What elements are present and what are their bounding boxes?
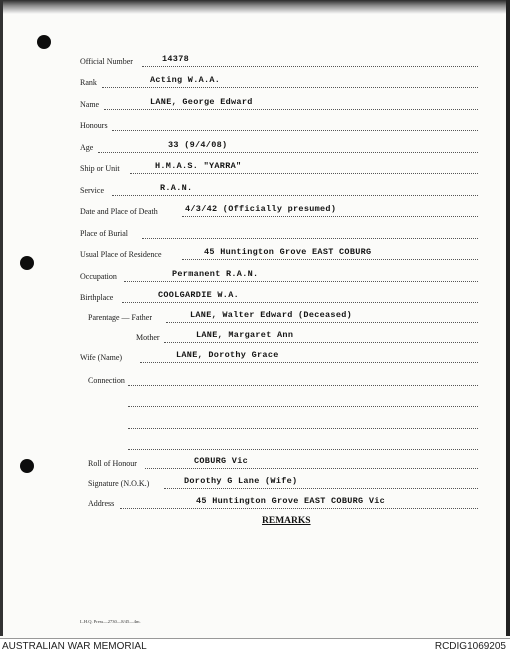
field-usual-place-of-residence (0, 247, 510, 263)
field-value: 4/3/42 (Officially presumed) (185, 204, 337, 214)
connection-line-3 (0, 416, 510, 432)
field-value: COBURG Vic (194, 456, 249, 466)
field-birthplace (0, 290, 510, 306)
field-label: Mother (136, 333, 160, 342)
field-value: LANE, Walter Edward (Deceased) (190, 310, 353, 320)
dotted-line (128, 428, 478, 429)
dotted-line (128, 449, 478, 450)
field-occupation (0, 269, 510, 285)
connection-line-2 (0, 394, 510, 410)
field-label: Rank (80, 78, 97, 87)
field-value: LANE, Dorothy Grace (176, 350, 279, 360)
dotted-line (112, 130, 478, 131)
field-value: H.M.A.S. "YARRA" (155, 161, 242, 171)
field-label: Wife (Name) (80, 353, 123, 362)
field-honours (0, 118, 510, 134)
dotted-line (120, 508, 478, 509)
field-label: Roll of Honour (88, 459, 137, 468)
dotted-line (128, 406, 478, 407)
field-value: COOLGARDIE W.A. (158, 290, 240, 300)
field-ship-or-unit (0, 161, 510, 177)
connection-line-4 (0, 437, 510, 453)
field-value: 33 (9/4/08) (168, 140, 228, 150)
dotted-line (122, 302, 478, 303)
field-age (0, 140, 510, 156)
field-label: Date and Place of Death (80, 207, 158, 216)
field-label: Address (88, 499, 115, 508)
field-label: Signature (N.O.K.) (88, 479, 150, 488)
field-value: 14378 (162, 54, 190, 64)
dotted-line (142, 238, 478, 239)
field-label: Name (80, 100, 100, 109)
scan-edge-top (0, 0, 510, 14)
field-value: 45 Huntington Grove EAST COBURG Vic (196, 496, 386, 506)
dotted-line (182, 216, 478, 217)
field-name (0, 97, 510, 113)
field-label: Official Number (80, 57, 133, 66)
dotted-line (140, 362, 478, 363)
dotted-line (112, 195, 478, 196)
dotted-line (124, 281, 478, 282)
field-roll-of-honour (0, 456, 510, 472)
field-rank (0, 75, 510, 91)
dotted-line (166, 322, 478, 323)
dotted-line (142, 66, 478, 67)
dotted-line (130, 173, 478, 174)
field-value: Dorothy G Lane (Wife) (184, 476, 298, 486)
field-parentage-father (0, 310, 510, 326)
field-label: Usual Place of Residence (80, 250, 162, 259)
field-label: Honours (80, 121, 108, 130)
field-date-place-of-death (0, 204, 510, 220)
field-label: Connection (88, 376, 125, 385)
archive-name: AUSTRALIAN WAR MEMORIAL (2, 641, 147, 652)
field-address (0, 496, 510, 512)
field-signature-nok (0, 476, 510, 492)
remarks-heading: REMARKS (262, 516, 311, 526)
field-parentage-mother (0, 330, 510, 346)
field-value: LANE, George Edward (150, 97, 253, 107)
dotted-line (145, 468, 478, 469)
field-official-number (0, 54, 510, 70)
dotted-line (128, 385, 478, 386)
field-value: Permanent R.A.N. (172, 269, 259, 279)
dotted-line (164, 342, 478, 343)
field-connection (0, 373, 510, 389)
field-label: Parentage — Father (88, 313, 152, 322)
punch-hole-top (37, 35, 51, 49)
field-label: Place of Burial (80, 229, 128, 238)
field-label: Occupation (80, 272, 117, 281)
field-label: Ship or Unit (80, 164, 120, 173)
field-place-of-burial (0, 226, 510, 242)
dotted-line (164, 488, 478, 489)
record-id: RCDIG1069205 (434, 641, 506, 652)
dotted-line (104, 109, 478, 110)
field-value: Acting W.A.A. (150, 75, 221, 85)
dotted-line (182, 259, 478, 260)
printer-note: L.H.Q. Press—2730—8/45—4m. (80, 619, 141, 624)
dotted-line (102, 87, 478, 88)
dotted-line (98, 152, 478, 153)
field-wife-name (0, 350, 510, 366)
field-value: R.A.N. (160, 183, 193, 193)
field-label: Birthplace (80, 293, 114, 302)
field-value: 45 Huntington Grove EAST COBURG (204, 247, 372, 257)
field-label: Service (80, 186, 104, 195)
field-value: LANE, Margaret Ann (196, 330, 294, 340)
field-service (0, 183, 510, 199)
archive-footer (0, 638, 510, 654)
field-label: Age (80, 143, 94, 152)
